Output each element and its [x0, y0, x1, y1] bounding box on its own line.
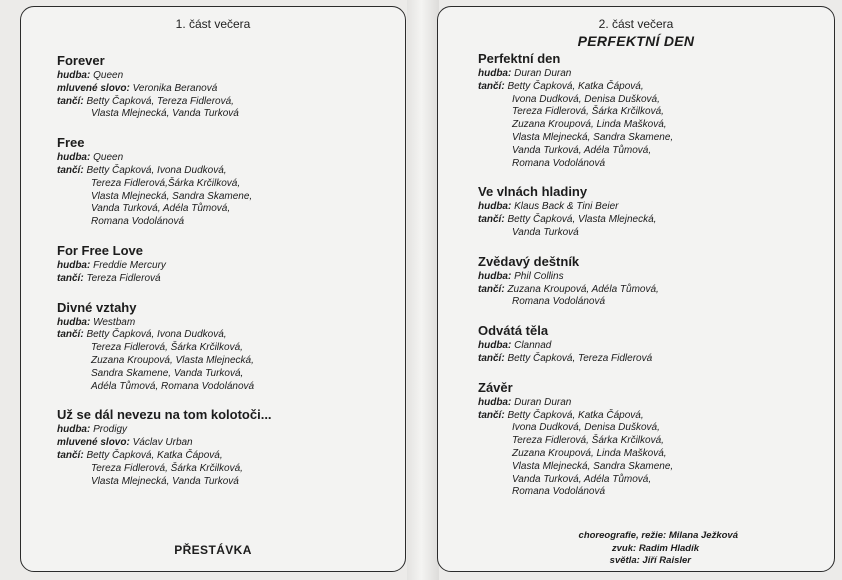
music-row: [478, 340, 826, 353]
dance-label: tančí:: [57, 449, 84, 461]
intermission-label: PŘESTÁVKA: [174, 543, 252, 557]
song-odvata-tela: [478, 323, 826, 366]
dance-row: [57, 165, 397, 229]
song-title: Už se dál nevezu na tom kolotoči...: [57, 407, 272, 423]
dancers-line: Sandra Skamene, Vanda Turková,: [91, 367, 244, 379]
music-row: [478, 397, 826, 410]
dancers-line: Vanda Turková, Adéla Tůmová,: [512, 473, 652, 485]
dancers-line: Betty Čapková, Ivona Dudková,: [86, 164, 227, 176]
dancers-line: Betty Čapková, Vlasta Mlejnecká,: [507, 214, 657, 226]
dancers-line: Betty Čapková, Katka Čápová,: [507, 409, 644, 421]
dancers-line: Tereza Fidlerová,Šárka Krčilková,: [91, 177, 241, 189]
music-label: hudba:: [57, 152, 91, 164]
dance-row: [57, 329, 397, 393]
music-row: [478, 68, 826, 81]
song-zaver: [478, 380, 826, 499]
dance-label: tančí:: [57, 329, 84, 341]
dancers-line: Tereza Fidlerová, Šárka Krčilková,: [91, 342, 243, 354]
dancers-line: Vanda Turková, Adéla Tůmová,: [91, 203, 231, 215]
music-value: Klaus Back & Tini Beier: [514, 201, 619, 213]
dancers-line: Romana Vodolánová: [512, 486, 606, 498]
dancers-line: Vanda Turková, Adéla Tůmová,: [512, 144, 652, 156]
spoken-row: [57, 83, 397, 96]
spoken-label: mluvené slovo:: [57, 437, 130, 449]
dance-label: tančí:: [57, 272, 84, 284]
music-label: hudba:: [478, 201, 512, 213]
song-title: Zvědavý deštník: [478, 253, 580, 269]
booklet-fold: [407, 0, 439, 580]
dance-row: [478, 81, 826, 171]
song-title: For Free Love: [57, 242, 143, 258]
spoken-row: [57, 437, 397, 450]
song-title: Divné vztahy: [57, 299, 137, 315]
dancers-line: Betty Čapková, Katka Čápová,: [507, 80, 644, 92]
part1-title: 1. část večera: [175, 17, 251, 31]
music-row: [57, 424, 397, 437]
spoken-label: mluvené slovo:: [57, 82, 130, 94]
dancers-line: Vlasta Mlejnecká, Sandra Skamene,: [512, 460, 674, 472]
music-value: Freddie Mercury: [93, 259, 166, 271]
song-title: Ve vlnách hladiny: [478, 184, 588, 200]
dancers-line: Romana Vodolánová: [91, 216, 185, 228]
song-title: Perfektní den: [478, 51, 561, 66]
dancers-line: Zuzana Kroupová, Linda Mašková,: [512, 447, 667, 459]
dancers-line: Romana Vodolánová: [512, 157, 606, 169]
dancers-line: Zuzana Kroupová, Adéla Tůmová,: [507, 283, 659, 295]
music-label: hudba:: [478, 270, 512, 282]
music-value: Clannad: [514, 340, 552, 352]
dance-row: [57, 450, 397, 488]
music-row: [478, 271, 826, 284]
dance-row: [478, 214, 826, 240]
dancers-line: Zuzana Kroupová, Vlasta Mlejnecká,: [91, 354, 254, 366]
spoken-value: Václav Urban: [132, 437, 193, 449]
dance-label: tančí:: [478, 214, 505, 226]
dancers-line: Vlasta Mlejnecká, Sandra Skamene,: [512, 131, 674, 143]
dancers-line: Vlasta Mlejnecká, Sandra Skamene,: [91, 190, 253, 202]
dancers-line: Ivona Dudková, Denisa Dušková,: [512, 93, 660, 105]
dance-label: tančí:: [478, 409, 505, 421]
music-label: hudba:: [57, 70, 91, 81]
dancers-line: Tereza Fidlerová, Šárka Krčilková,: [512, 435, 664, 447]
part2-panel: [437, 6, 835, 572]
song-title: Forever: [57, 53, 105, 68]
dancers-line: Betty Čapková, Ivona Dudková,: [86, 329, 227, 341]
song-perfektni-den: [478, 51, 826, 170]
dance-row: [57, 96, 397, 122]
dance-row: [57, 273, 397, 286]
music-value: Duran Duran: [514, 68, 572, 79]
song-title: Odvátá těla: [478, 323, 549, 339]
dancers-line: Tereza Fidlerová, Šárka Krčilková,: [91, 462, 243, 474]
music-row: [57, 260, 397, 273]
dance-row: [478, 410, 826, 500]
music-value: Queen: [93, 70, 124, 81]
part2-subtitle: PERFEKTNÍ DEN: [577, 33, 695, 49]
dancers-line: Tereza Fidlerová, Šárka Krčilková,: [512, 106, 664, 118]
dancers-line: Vlasta Mlejnecká, Vanda Turková: [91, 475, 239, 487]
part1-song-list: [57, 53, 397, 502]
music-label: hudba:: [57, 424, 91, 436]
song-divne-vztahy: [57, 300, 397, 394]
dance-label: tančí:: [57, 95, 84, 107]
credit-choreography: choreografie, režie: Milana Ježková: [578, 530, 738, 541]
song-free: [57, 135, 397, 229]
music-row: [57, 317, 397, 330]
song-zvedavy-destnik: [478, 254, 826, 309]
music-label: hudba:: [478, 340, 512, 352]
music-label: hudba:: [57, 316, 91, 328]
credit-sound: zvuk: Radim Hladík: [611, 542, 699, 554]
credits: [438, 530, 835, 568]
dance-label: tančí:: [478, 352, 505, 364]
dancers-line: Vanda Turková: [512, 226, 579, 238]
music-value: Queen: [93, 152, 124, 164]
part2-title: 2. část večera: [598, 17, 674, 31]
credit-lights: světla: Jiří Raisler: [609, 555, 691, 566]
dance-label: tančí:: [478, 283, 505, 295]
dance-label: tančí:: [57, 164, 84, 176]
dancers-line: Tereza Fidlerová: [86, 272, 161, 284]
dance-row: [478, 353, 826, 366]
song-forever: [57, 53, 397, 121]
dancers-line: Vlasta Mlejnecká, Vanda Turková: [91, 108, 239, 120]
music-row: [57, 70, 397, 83]
dancers-line: Betty Čapková, Tereza Fidlerová,: [86, 95, 234, 107]
music-label: hudba:: [57, 259, 91, 271]
part1-panel: [20, 6, 406, 572]
part2-song-list: [478, 51, 826, 513]
song-title: Závěr: [478, 379, 513, 395]
dancers-line: Adéla Tůmová, Romana Vodolánová: [91, 380, 255, 392]
music-row: [57, 152, 397, 165]
spoken-value: Veronika Beranová: [132, 82, 218, 94]
song-ve-vlnach-hladiny: [478, 184, 826, 239]
music-value: Westbam: [93, 316, 136, 328]
song-title: Free: [57, 135, 85, 151]
music-value: Phil Collins: [514, 270, 564, 282]
music-value: Duran Duran: [514, 396, 572, 408]
dancers-line: Ivona Dudková, Denisa Dušková,: [512, 422, 660, 434]
music-row: [478, 201, 826, 214]
dancers-line: Zuzana Kroupová, Linda Mašková,: [512, 119, 667, 131]
dancers-line: Betty Čapková, Tereza Fidlerová: [507, 352, 653, 364]
song-kolotoc: [57, 407, 397, 488]
dance-row: [478, 284, 826, 310]
dance-label: tančí:: [478, 80, 505, 92]
music-label: hudba:: [478, 396, 512, 408]
dancers-line: Betty Čapková, Katka Čápová,: [86, 449, 223, 461]
dancers-line: Romana Vodolánová: [512, 296, 606, 308]
music-value: Prodigy: [93, 424, 128, 436]
song-for-free-love: [57, 243, 397, 286]
music-label: hudba:: [478, 68, 512, 79]
